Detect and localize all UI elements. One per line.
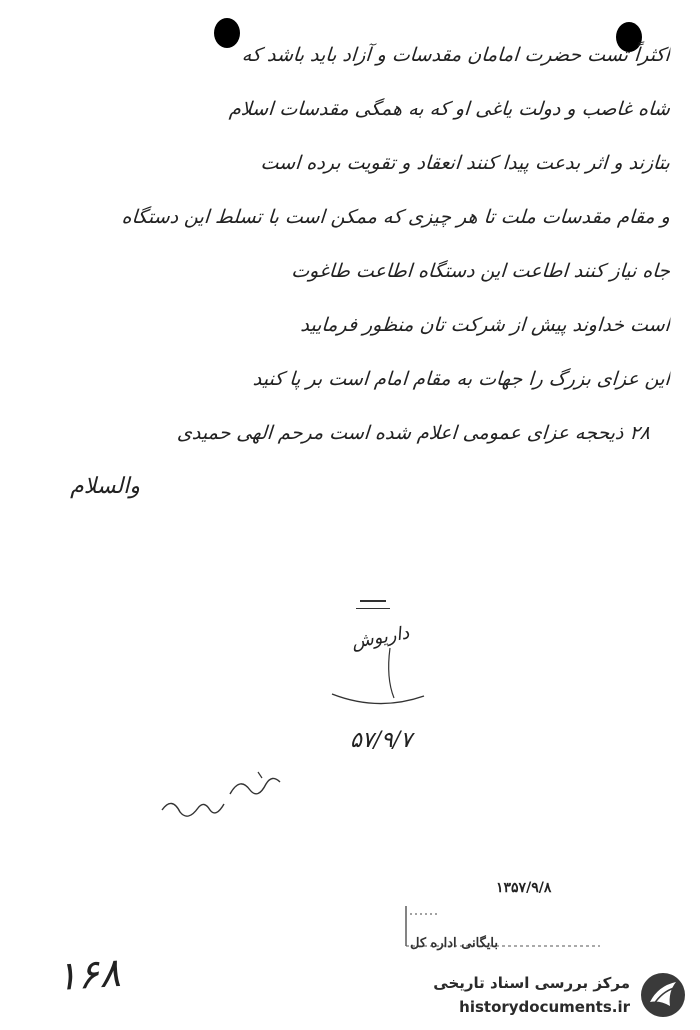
letter-line-3: بتازند و اثر بدعت پیدا کنند انعقاد و تقویت برده است xyxy=(259,152,671,174)
registration-stamp xyxy=(400,880,640,970)
archive-watermark xyxy=(412,970,692,1026)
letter-line-7: این عزای بزرگ را جهات به مقام امام است بر پا کنید xyxy=(252,368,671,390)
letter-signoff: والسلام xyxy=(70,474,140,499)
handwritten-letter-body xyxy=(40,28,670,460)
archive-page-number: ۱۶۸ xyxy=(54,949,122,1001)
letter-line-6: است خداوند پیش از شرکت تان منظور فرمایید xyxy=(299,314,671,336)
document-date: ۵۷/۹/۷ xyxy=(350,728,413,753)
handwritten-initials xyxy=(158,770,288,830)
stamp-date: ۱۳۵۷/۹/۸ xyxy=(496,880,552,896)
signature-dash-secondary xyxy=(356,608,390,609)
archive-name: مرکز بررسی اسناد تاریخی xyxy=(433,974,630,992)
letter-line-4: و مقام مقدسات ملت تا هر چیزی که ممکن است با تسلط این دستگاه xyxy=(121,206,671,228)
stamp-office: بایگانی اداره کل xyxy=(410,936,498,951)
letter-line-2: شاه غاصب و دولت یاغی او که به همگی مقدسات اسلام xyxy=(228,98,671,120)
signature-mark: داریوش xyxy=(350,622,411,654)
letter-line-8: ۲۸ ذیحجه عزای عمومی اعلام شده است مرحم الهی حمیدی xyxy=(176,422,651,444)
signature-curve xyxy=(328,638,428,708)
letter-line-1: اکثراً تست حضرت امامان مقدسات و آزاد باید باشد که xyxy=(241,44,671,66)
archive-book-icon xyxy=(638,970,688,1020)
letter-line-5: جاه نیاز کنند اطاعت این دستگاه اطاعت طاغوت xyxy=(290,260,671,282)
signature-dash xyxy=(360,600,386,602)
archive-url: historydocuments.ir xyxy=(459,998,630,1016)
signature-block xyxy=(318,588,438,708)
